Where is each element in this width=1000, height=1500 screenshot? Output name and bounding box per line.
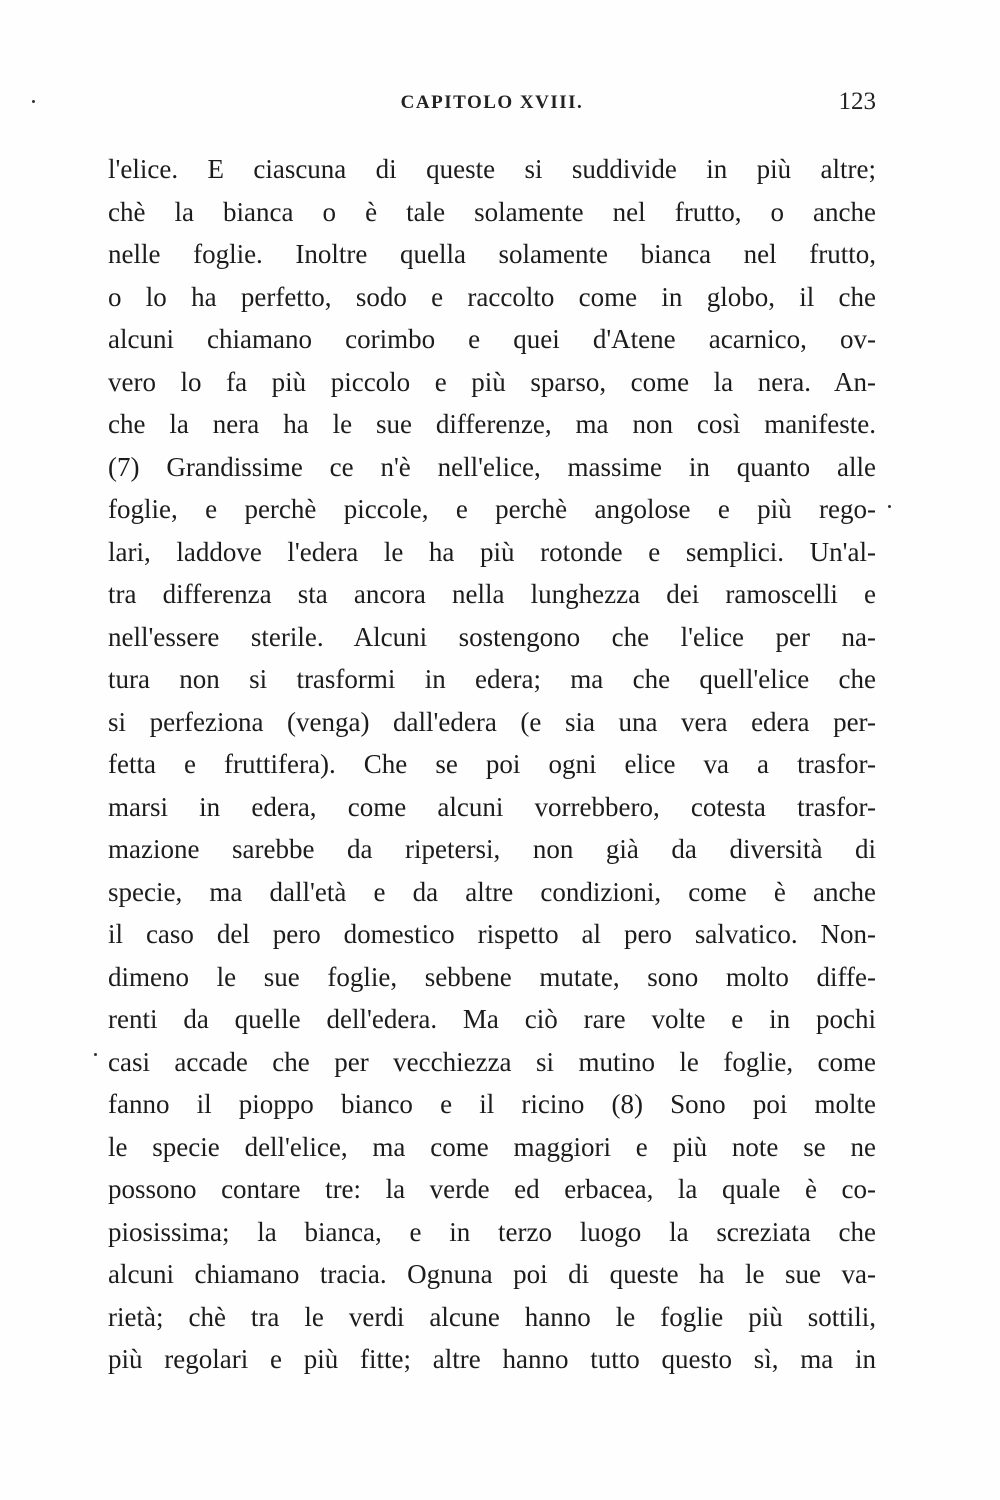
- text-line: si perfeziona (venga) dall'edera (e sia una vera edera per-: [108, 706, 876, 737]
- text-line: più regolari e più fitte; altre hanno tutto questo sì, ma in: [108, 1344, 876, 1374]
- text-line: fetta e fruttifera). Che se poi ogni elice va a trasfor-: [108, 749, 876, 779]
- margin-speck: [94, 1053, 97, 1056]
- text-line: dimeno le sue foglie, sebbene mutate, sono molto diffe-: [108, 961, 876, 992]
- text-line: marsi in edera, come alcuni vorrebbero, cotesta trasfor-: [108, 791, 876, 822]
- margin-speck: [32, 100, 35, 103]
- page-number: 123: [838, 88, 876, 115]
- text-line: piosissima; la bianca, e in terzo luogo la screziata che: [108, 1216, 876, 1247]
- text-line: alcuni chiamano corimbo e quei d'Atene acarnico, ov-: [108, 324, 876, 354]
- text-line: rietà; chè tra le verdi alcune hanno le foglie più sottili,: [108, 1301, 876, 1332]
- text-line: chè la bianca o è tale solamente nel frutto, o anche: [108, 196, 876, 227]
- text-line: o lo ha perfetto, sodo e raccolto come in globo, il che: [108, 281, 876, 312]
- text-line: le specie dell'elice, ma come maggiori e più note se ne: [108, 1131, 876, 1162]
- text-line: renti da quelle dell'edera. Ma ciò rare volte e in pochi: [108, 1004, 876, 1034]
- text-line: possono contare tre: la verde ed erbacea, la quale è co-: [108, 1174, 876, 1204]
- text-line: fanno il pioppo bianco e il ricino (8) Sono poi molte: [108, 1089, 876, 1119]
- text-line: tra differenza sta ancora nella lunghezza dei ramoscelli e: [108, 579, 876, 609]
- text-line: tura non si trasformi in edera; ma che quell'elice che: [108, 664, 876, 694]
- running-head: [108, 88, 876, 122]
- chapter-title: CAPITOLO XVIII.: [400, 92, 584, 113]
- text-line: nelle foglie. Inoltre quella solamente bianca nel frutto,: [108, 239, 876, 269]
- text-line: che la nera ha le sue differenze, ma non così manifeste.: [108, 409, 876, 439]
- text-line: foglie, e perchè piccole, e perchè angolose e più rego-: [108, 494, 876, 524]
- text-line: casi accade che per vecchiezza si mutino le foglie, come: [108, 1046, 876, 1077]
- text-line: lari, laddove l'edera le ha più rotonde e semplici. Un'al-: [108, 536, 876, 567]
- text-line: l'elice. E ciascuna di queste si suddivide in più altre;: [108, 154, 876, 184]
- text-line: nell'essere sterile. Alcuni sostengono che l'elice per na-: [108, 621, 876, 652]
- text-line: specie, ma dall'età e da altre condizioni, come è anche: [108, 876, 876, 907]
- margin-speck: [888, 505, 891, 508]
- text-line: il caso del pero domestico rispetto al pero salvatico. Non-: [108, 919, 876, 949]
- text-line: alcuni chiamano tracia. Ognuna poi di queste ha le sue va-: [108, 1259, 876, 1289]
- text-line: (7) Grandissime ce n'è nell'elice, massime in quanto alle: [108, 451, 876, 482]
- body-text: [108, 148, 876, 1381]
- text-line: mazione sarebbe da ripetersi, non già da diversità di: [108, 834, 876, 864]
- text-line: vero lo fa più piccolo e più sparso, come la nera. An-: [108, 366, 876, 397]
